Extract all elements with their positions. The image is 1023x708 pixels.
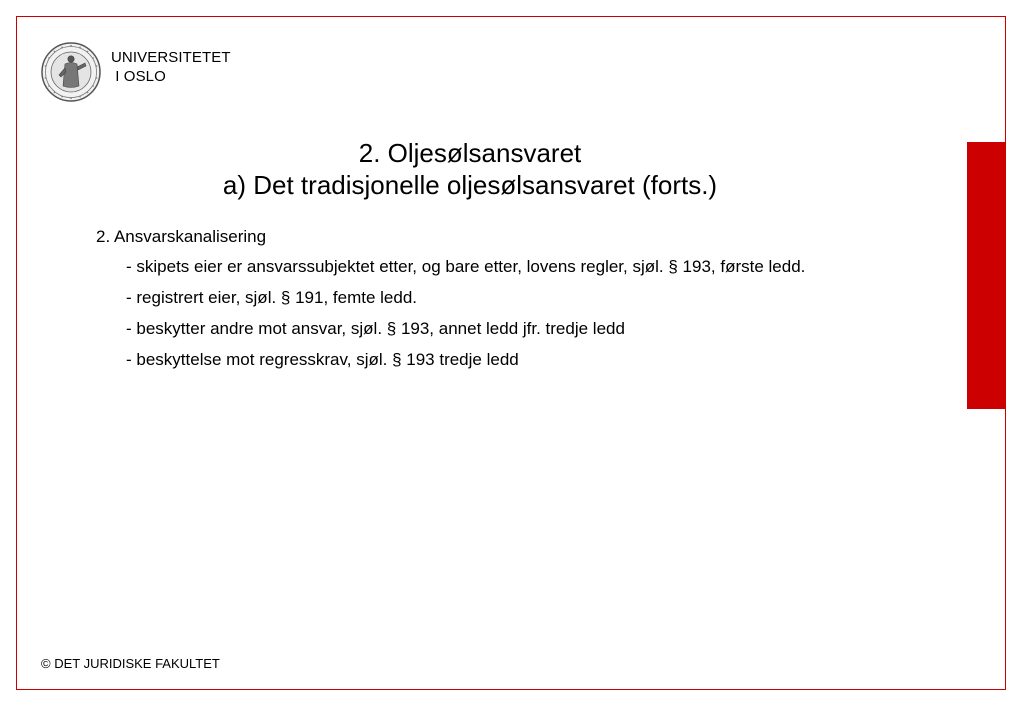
slide-title-line2: a) Det tradisjonelle oljesølsansvaret (forts.) [222,170,718,200]
bullet-item: - beskytter andre mot ansvar, sjøl. § 193, annet ledd jfr. tredje ledd [126,319,625,338]
university-name-line1: UNIVERSITETET [111,49,231,66]
bullet-item: - skipets eier er ansvarssubjektet etter, og bare etter, lovens regler, sjøl. § 193, første ledd. [126,257,806,276]
slide-content [96,226,816,380]
footer-copyright: © DET JURIDISKE FAKULTET [41,656,220,671]
bullet-item: - beskyttelse mot regresskrav, sjøl. § 193 tredje ledd [126,350,519,369]
slide-title-line1: 2. Oljesølsansvaret [358,138,582,168]
university-name-line2: I OSLO [111,68,166,85]
bullet-item: - registrert eier, sjøl. § 191, femte ledd. [126,288,418,307]
red-accent-bar [967,142,1006,409]
university-name [111,48,231,86]
slide-title [60,137,880,201]
university-seal-icon [41,42,101,102]
section-heading: 2. Ansvarskanalisering [96,227,267,246]
